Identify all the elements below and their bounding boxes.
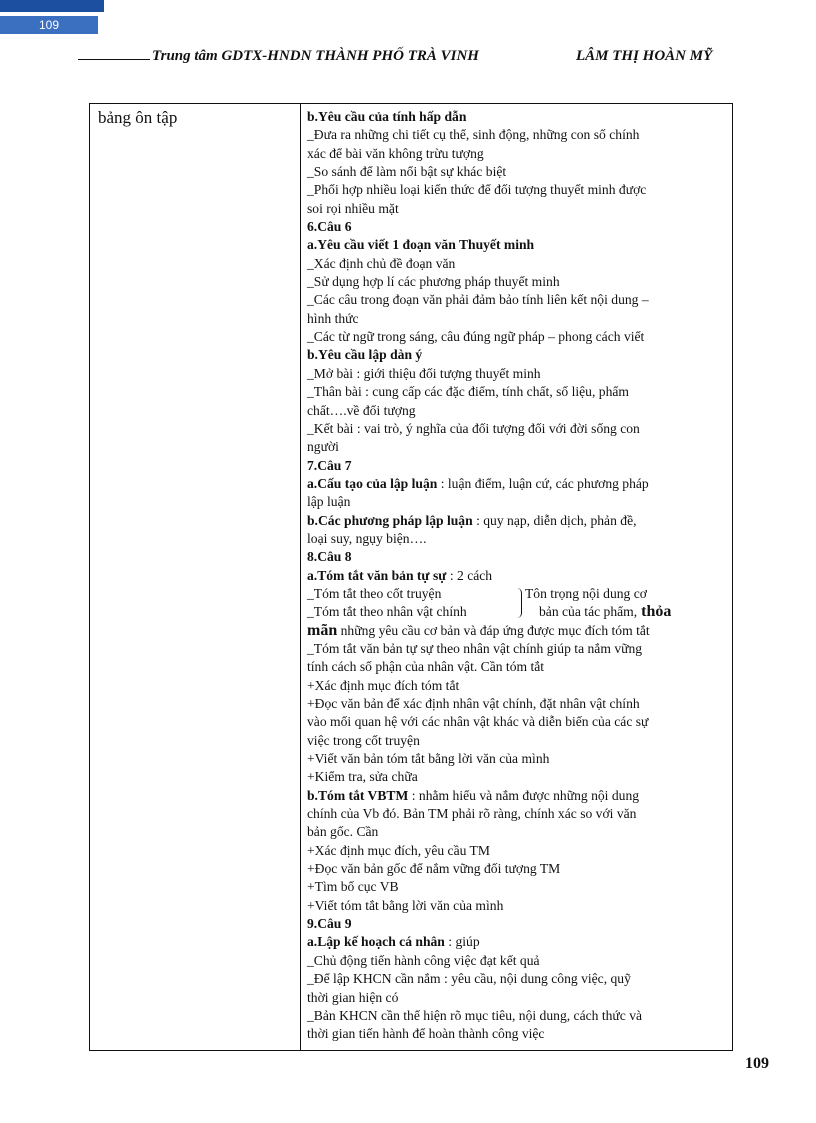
text-line: [307, 475, 725, 493]
text-line: bản gốc. Cần: [307, 824, 379, 840]
definition: : quy nạp, diễn dịch, phản đề,: [472, 512, 637, 528]
text-line: soi rọi nhiều mặt: [307, 200, 399, 216]
page-tab: 109: [0, 16, 98, 34]
header-center: Trung tâm GDTX-HNDN THÀNH PHỐ TRÀ VINH: [152, 48, 479, 64]
section-heading: 8.Câu 8: [307, 549, 352, 565]
text-line: loại suy, ngụy biện….: [307, 530, 427, 546]
text-line: +Viết văn bản tóm tắt bằng lời văn của mình: [307, 751, 550, 767]
text-line: [307, 567, 725, 585]
text-line: +Tìm bố cục VB: [307, 879, 399, 895]
text-line: người: [307, 439, 339, 455]
text-line: hình thức: [307, 310, 359, 326]
text-line: [307, 933, 725, 951]
text-line: chính của Vb đó. Bản TM phải rõ ràng, chính xác so với văn: [307, 806, 637, 822]
text-line: _Xác định chủ đề đoạn văn: [307, 255, 456, 271]
subsection-heading: b.Yêu cầu lập dàn ý: [307, 347, 423, 363]
text-line: [307, 512, 725, 530]
text-line: _Chủ động tiến hành công việc đạt kết quả: [307, 952, 540, 968]
method-item: _Tóm tắt theo cốt truyện: [307, 585, 442, 601]
text-line: [307, 622, 725, 640]
text-line: +Xác định mục đích, yêu cầu TM: [307, 842, 490, 858]
column-divider: [300, 104, 301, 1050]
text-line: thời gian tiến hành để hoàn thành công việc: [307, 1026, 545, 1042]
brace-group: [307, 585, 725, 622]
text-line: [307, 585, 725, 603]
text-line: [307, 603, 725, 621]
text-line: [307, 787, 725, 805]
brace-note: bản của tác phẩm,: [539, 604, 638, 620]
text-line: _Để lập KHCN cần nắm : yêu cầu, nội dung công việc, quỹ: [307, 971, 631, 987]
text-line: _Thân bài : cung cấp các đặc điểm, tính chất, số liệu, phẩm: [307, 384, 629, 400]
definition: : luận điểm, luận cứ, các phương pháp: [437, 475, 649, 491]
text-line: _Mở bài : giới thiệu đối tượng thuyết minh: [307, 365, 541, 381]
section-heading: 7.Câu 7: [307, 457, 352, 473]
text-line: chất….về đối tượng: [307, 402, 416, 418]
text-line: _Đưa ra những chi tiết cụ thể, sinh động, những con số chính: [307, 127, 640, 143]
text-line: _Tóm tắt văn bản tự sự theo nhân vật chính giúp ta nắm vững: [307, 640, 643, 656]
header-author: LÂM THỊ HOÀN MỸ: [576, 48, 713, 64]
brace-note: Tôn trọng nội dung cơ: [525, 585, 647, 601]
definition: : giúp: [444, 934, 480, 950]
method-item: _Tóm tắt theo nhân vật chính: [307, 604, 467, 620]
subsection-heading: a.Yêu cầu viết 1 đoạn văn Thuyết minh: [307, 237, 535, 253]
text-line: b.Yêu cầu của tính hấp dẫn: [307, 109, 467, 124]
page-number: 109: [745, 1055, 769, 1072]
text-line: _Bản KHCN cần thể hiện rõ mục tiêu, nội dung, cách thức và: [307, 1007, 643, 1023]
text-line: _Sử dụng hợp lí các phương pháp thuyết minh: [307, 274, 560, 290]
definition: : nhằm hiểu và nắm được những nội dung: [408, 787, 640, 803]
page-header: [78, 48, 738, 70]
text-line: việc trong cốt truyện: [307, 732, 420, 748]
left-cell-title: bảng ôn tập: [98, 108, 178, 127]
term: a.Lập kế hoạch cá nhân: [307, 934, 445, 950]
term: b.Các phương pháp lập luận: [307, 512, 473, 528]
text-line: +Đọc văn bản để xác định nhân vật chính, đặt nhân vật chính: [307, 696, 640, 711]
header-rule: [78, 59, 150, 60]
section-heading: 9.Câu 9: [307, 916, 352, 932]
text-line: +Đọc văn bản gốc để nắm vững đối tượng TM: [307, 861, 561, 877]
text-span: những yêu cầu cơ bản và đáp ứng được mục đích tóm tắt: [337, 622, 650, 638]
term: a.Cấu tạo của lập luận: [307, 475, 438, 491]
text-line: +Viết tóm tắt bằng lời văn của mình: [307, 897, 504, 913]
text-line: vào mối quan hệ với các nhân vật khác và diễn biến của các sự: [307, 714, 649, 730]
text-line: xác để bài văn không trừu tượng: [307, 145, 484, 161]
text-line: tính cách số phận của nhân vật. Cần tóm tắt: [307, 659, 545, 675]
emphasis-word: thỏa: [637, 603, 672, 621]
text-line: _Các câu trong đoạn văn phải đảm bảo tính liên kết nội dung –: [307, 292, 649, 308]
top-color-bar: [0, 0, 104, 12]
emphasis-word: mãn: [307, 621, 338, 639]
text-line: _So sánh để làm nổi bật sự khác biệt: [307, 164, 507, 180]
text-line: +Xác định mục đích tóm tắt: [307, 677, 460, 693]
review-table: [89, 103, 733, 1051]
text-line: +Kiểm tra, sửa chữa: [307, 769, 418, 785]
section-heading: 6.Câu 6: [307, 219, 352, 235]
text-line: _Các từ ngữ trong sáng, câu đúng ngữ pháp – phong cách viết: [307, 329, 645, 345]
brace-icon: [517, 588, 522, 618]
term: a.Tóm tắt văn bản tự sự: [307, 567, 447, 583]
definition: : 2 cách: [446, 567, 493, 583]
text-line: _Phối hợp nhiều loại kiến thức để đối tượng thuyết minh được: [307, 182, 647, 198]
term: b.Tóm tắt VBTM: [307, 787, 409, 803]
text-line: lập luận: [307, 494, 351, 510]
text-line: thời gian hiện có: [307, 989, 399, 1005]
right-cell-content: [307, 108, 725, 1044]
text-line: _Kết bài : vai trò, ý nghĩa của đối tượng đối với đời sống con: [307, 420, 640, 436]
